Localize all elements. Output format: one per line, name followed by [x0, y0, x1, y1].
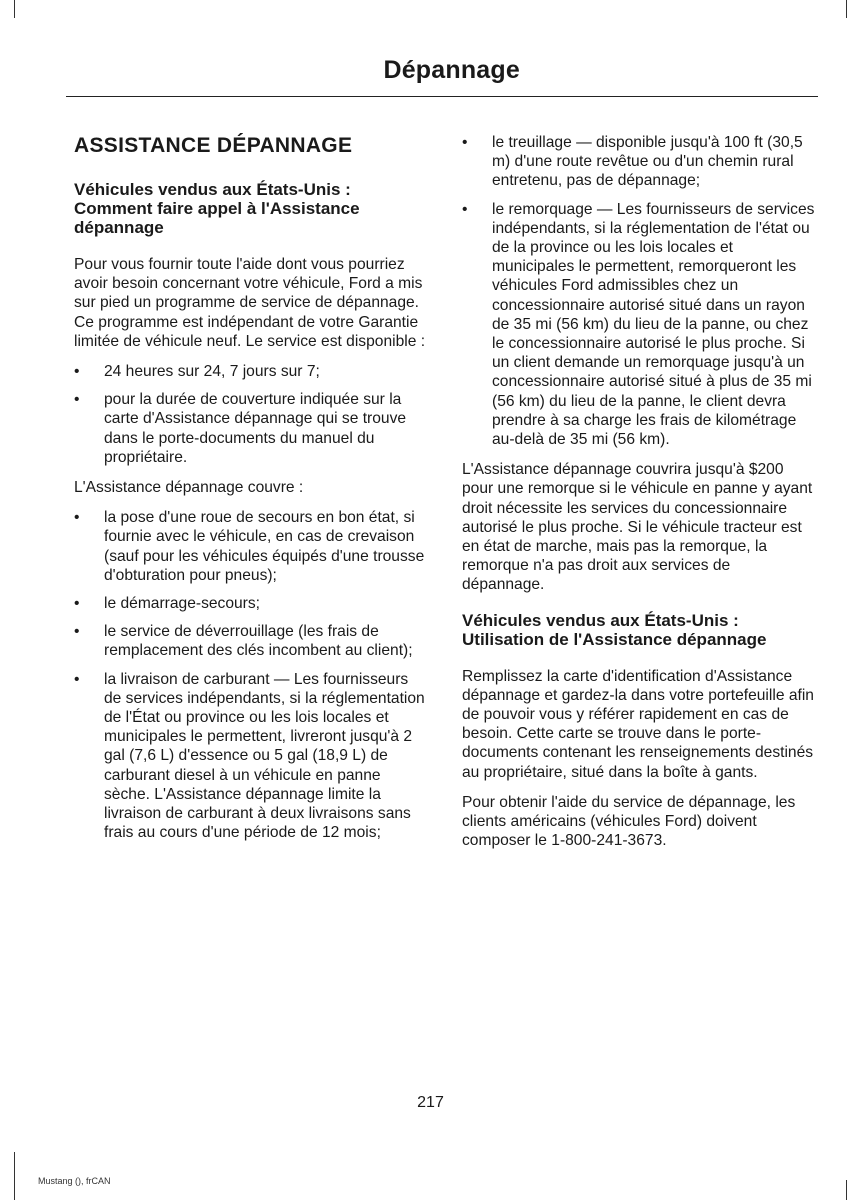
list-item-text: le démarrage-secours;: [104, 595, 261, 613]
list-item: [74, 594, 426, 613]
crop-mark-top-right: [846, 0, 847, 18]
availability-list: [74, 362, 426, 467]
crop-mark-top-left: [14, 0, 15, 18]
list-item-text: la pose d'une roue de secours en bon état, si fournie avec le véhicule, en cas de crevaison (sauf pour les véhicules équipés d'une trousse d'obturation pour pneus);: [104, 509, 425, 584]
crop-mark-bottom-left: [14, 1152, 15, 1200]
list-item: [74, 508, 426, 585]
list-item: [74, 362, 426, 381]
document-code: Mustang (), frCAN: [38, 1176, 111, 1186]
list-item-text: pour la durée de couverture indiquée sur la carte d'Assistance dépannage qui se trouve dans le porte-documents du manuel du propriétaire.: [104, 391, 407, 466]
list-item: [462, 133, 816, 191]
list-item-text: le service de déverrouillage (les frais de remplacement des clés incombent au client);: [104, 623, 413, 660]
list-item: [74, 622, 426, 660]
page-title: Dépannage: [383, 56, 520, 84]
subheading-usage: Véhicules vendus aux États-Unis : Utilisation de l'Assistance dépannage: [462, 610, 767, 649]
list-item-text: le treuillage — disponible jusqu'à 100 ft (30,5 m) d'une route revêtue ou d'un chemin rural entretenu, pas de dépannage;: [492, 134, 803, 190]
section-title: ASSISTANCE DÉPANNAGE: [74, 134, 353, 157]
list-item: [74, 390, 426, 467]
coverage-list: [74, 508, 426, 842]
left-column: [74, 134, 426, 853]
bullet-icon: •: [74, 623, 80, 641]
list-item: [462, 200, 816, 450]
bullet-icon: •: [462, 134, 468, 151]
card-paragraph: Remplissez la carte d'identification d'Assistance dépannage et gardez-la dans votre portefeuille afin de pouvoir vous y référer rapidement en cas de besoin. Cette carte se trouve dans le porte-documents contenant les renseignements destinés au propriétaire, situé dans la boîte à gants.: [462, 667, 814, 781]
phone-paragraph: Pour obtenir l'aide du service de dépannage, les clients américains (véhicules Ford) doivent composer le 1-800-241-3673.: [462, 793, 796, 850]
right-column: [462, 133, 816, 862]
list-item-text: 24 heures sur 24, 7 jours sur 7;: [104, 363, 320, 381]
coverage-list-continued: [462, 133, 816, 449]
trailer-paragraph: L'Assistance dépannage couvrira jusqu'à $200 pour une remorque si le véhicule en panne y ayant droit nécessite les services du concessionnaire autorisé le plus proche. Si le véhicule tracteur est en état de marche, mais pas la remorque, la remorque n'a pas droit aux services de dépannage.: [462, 461, 813, 594]
header-rule: [66, 96, 818, 97]
bullet-icon: •: [74, 670, 80, 688]
bullet-icon: •: [74, 509, 80, 527]
list-item-text: la livraison de carburant — Les fournisseurs de services indépendants, si la réglementation de l'État ou province ou les lois locales et municipales le permettent, livreront jusqu'à 2 gal (7,6 L) d'essence ou 5 gal (18,9 L) de carburant diesel à un véhicule en panne sèche. L'Assistance dépannage limite la livraison de carburant à deux livraisons sans frais au cours d'une période de 12 mois;: [104, 670, 425, 842]
crop-mark-bottom-right: [846, 1180, 847, 1200]
bullet-icon: •: [462, 200, 468, 218]
subheading-how-to-call: Véhicules vendus aux États-Unis : Comment faire appel à l'Assistance dépannage: [74, 180, 360, 237]
bullet-icon: •: [74, 363, 80, 381]
coverage-intro: L'Assistance dépannage couvre :: [74, 479, 304, 497]
list-item-text: le remorquage — Les fournisseurs de services indépendants, si la réglementation de l'état ou de la province ou les lois locales et municipales le permettent, remorqueront les véhicules Ford admissibles chez un concessionnaire autorisé situé dans un rayon de 35 mi (56 km) du lieu de la panne, ou chez le concessionnaire autorisé le plus proche. Si un client demande un remorquage jusqu'à un concessionnaire autorisé situé à plus de 35 mi (56 km) du lieu de la panne, le client devra prendre à sa charge les frais de kilométrage au-delà de 35 mi (56 km).: [492, 200, 815, 449]
bullet-icon: •: [74, 391, 80, 409]
bullet-icon: •: [74, 595, 80, 613]
intro-paragraph: Pour vous fournir toute l'aide dont vous pourriez avoir besoin concernant votre véhicule, Ford a mis sur pied un programme de service de dépannage. Ce programme est indépendant de votre Garantie limitée de véhicule neuf. Le service est disponible :: [74, 256, 426, 350]
list-item: [74, 670, 426, 843]
page-number: 217: [417, 1094, 444, 1111]
